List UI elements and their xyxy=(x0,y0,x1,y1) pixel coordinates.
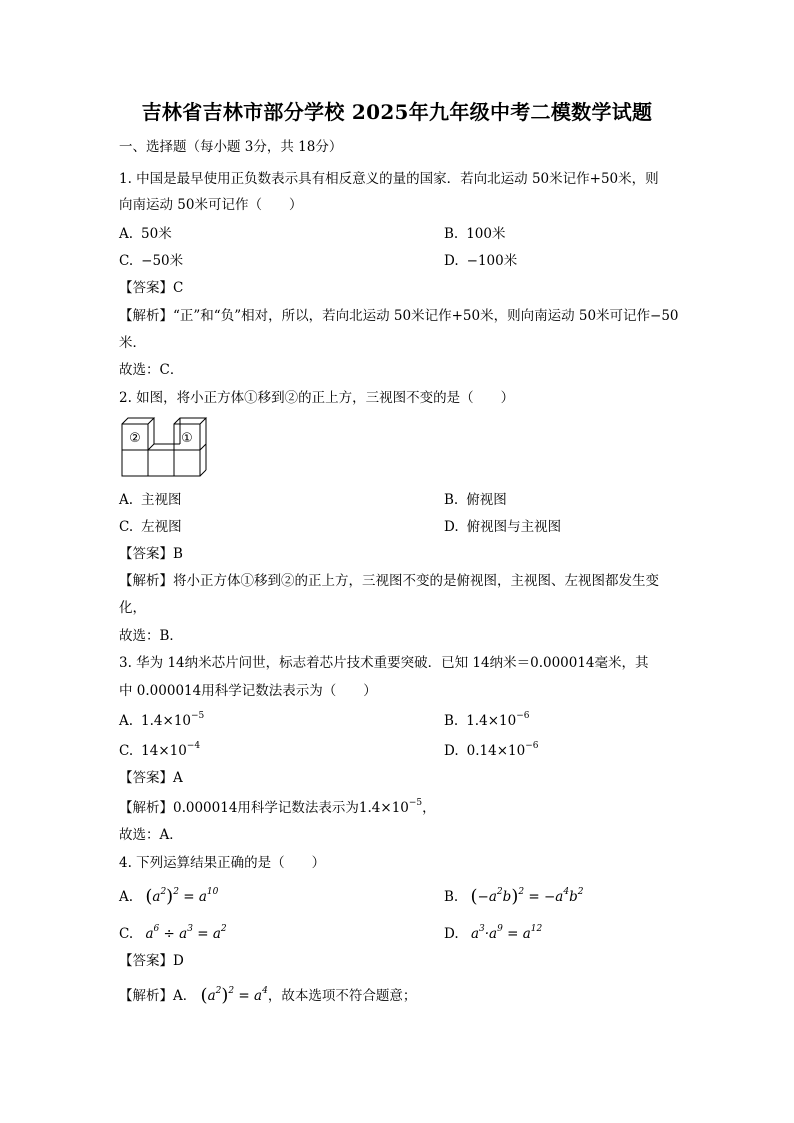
q3-stem-line2: 中 0.000014用科学记数法表示为（ ） xyxy=(119,683,377,699)
q2-answer: 【答案】B xyxy=(119,546,183,562)
q3-choice: 故选：A． xyxy=(119,827,183,843)
q1-analysis-line1: 【解析】“正”和“负”相对，所以，若向北运动 50米记作+50米，则向南运动 50米可记作−50 xyxy=(119,308,679,324)
q1-analysis-line2: 米． xyxy=(119,335,146,351)
q3-option-a: A. $1.4\times 10^{-5}$ xyxy=(119,711,205,729)
q3-stem-line1: 3. 华为 14纳米芯片问世，标志着芯片技术重要突破．已知 14纳米＝0.000014毫米，其 xyxy=(119,655,649,671)
q1-stem-value: +50 xyxy=(589,171,619,187)
q4-option-b: B. $(-a^2b)^2 = -a^4b^2$ xyxy=(444,886,584,907)
cube-top-face-left xyxy=(122,418,154,424)
q4-option-a: A. $(a^2)^2 = a^{10}$ xyxy=(119,886,219,907)
q3-option-b: B. $1.4\times 10^{-6}$ xyxy=(444,711,530,729)
q1-option-b: B. 100米 xyxy=(444,226,506,242)
q1-option-c: C. −50米 xyxy=(119,253,184,269)
q2-option-a: A. 主视图 xyxy=(119,492,182,508)
cube-top-face-right xyxy=(174,418,206,424)
q3-answer: 【答案】A xyxy=(119,770,183,786)
q4-analysis-formula: $(a^2)^2 = a^4$ xyxy=(200,985,268,1006)
page-title: 吉林省吉林市部分学校 2025年九年级中考二模数学试题 xyxy=(141,100,653,124)
q3-analysis: 【解析】0.000014用科学记数法表示为$1.4\times 10^{-5}$， xyxy=(119,798,436,816)
cube-front-bottom-3 xyxy=(174,450,200,476)
q1-option-d: D. −100米 xyxy=(444,253,518,269)
cube-label-2: ② xyxy=(129,431,141,446)
q3-option-d: D. $0.14\times 10^{-6}$ xyxy=(444,741,539,759)
cube-figure xyxy=(118,414,214,478)
q4-answer: 【答案】D xyxy=(119,953,184,969)
q1-choice: 故选：C． xyxy=(119,362,184,378)
q2-analysis-line2: 化， xyxy=(119,600,146,616)
q4-option-a-formula: $(a^2)^2 = a^{10}$ xyxy=(145,886,219,907)
q1-stem-text: 1. 中国是最早使用正负数表示具有相反意义的量的国家．若向北运动 50米记作 xyxy=(119,171,590,187)
cube-front-bottom-2 xyxy=(148,450,174,476)
q1-stem-line1 xyxy=(119,170,659,188)
q1-answer: 【答案】C xyxy=(119,280,184,296)
section-heading: 一、选择题（每小题 3分，共 18分） xyxy=(119,139,343,155)
q4-analysis: 【解析】A． $(a^2)^2 = a^4$，故本选项不符合题意； xyxy=(119,985,417,1006)
q2-option-d: D. 俯视图与主视图 xyxy=(444,519,562,535)
cube-front-bottom-1 xyxy=(122,450,148,476)
q4-stem: 4. 下列运算结果正确的是（ ） xyxy=(119,855,326,871)
q1-stem-text-end: 米，则 xyxy=(618,171,659,187)
q3-option-c: C. $14\times 10^{-4}$ xyxy=(119,741,201,759)
q4-option-c: C. $a^6 \div a^3 = a^2$ xyxy=(119,924,227,942)
q1-stem-line2: 向南运动 50米可记作（ ） xyxy=(119,197,303,213)
q4-option-d-formula: $a^3\cdot a^9 = a^{12}$ xyxy=(470,924,543,942)
q2-option-c: C. 左视图 xyxy=(119,519,182,535)
q4-option-d: D. $a^3\cdot a^9 = a^{12}$ xyxy=(444,924,543,942)
q2-analysis-line1: 【解析】将小正方体①移到②的正上方，三视图不变的是俯视图，主视图、左视图都发生变 xyxy=(119,573,659,589)
q1-option-a: A. 50米 xyxy=(119,226,172,242)
q2-choice: 故选：B． xyxy=(119,628,183,644)
q4-option-c-formula: $a^6 \div a^3 = a^2$ xyxy=(145,924,227,942)
cube-label-1: ① xyxy=(181,431,193,446)
q4-option-b-formula: $(-a^2b)^2 = -a^4b^2$ xyxy=(470,886,584,907)
q2-stem: 2. 如图，将小正方体①移到②的正上方，三视图不变的是（ ） xyxy=(119,390,515,406)
q2-option-b: B. 俯视图 xyxy=(444,492,507,508)
